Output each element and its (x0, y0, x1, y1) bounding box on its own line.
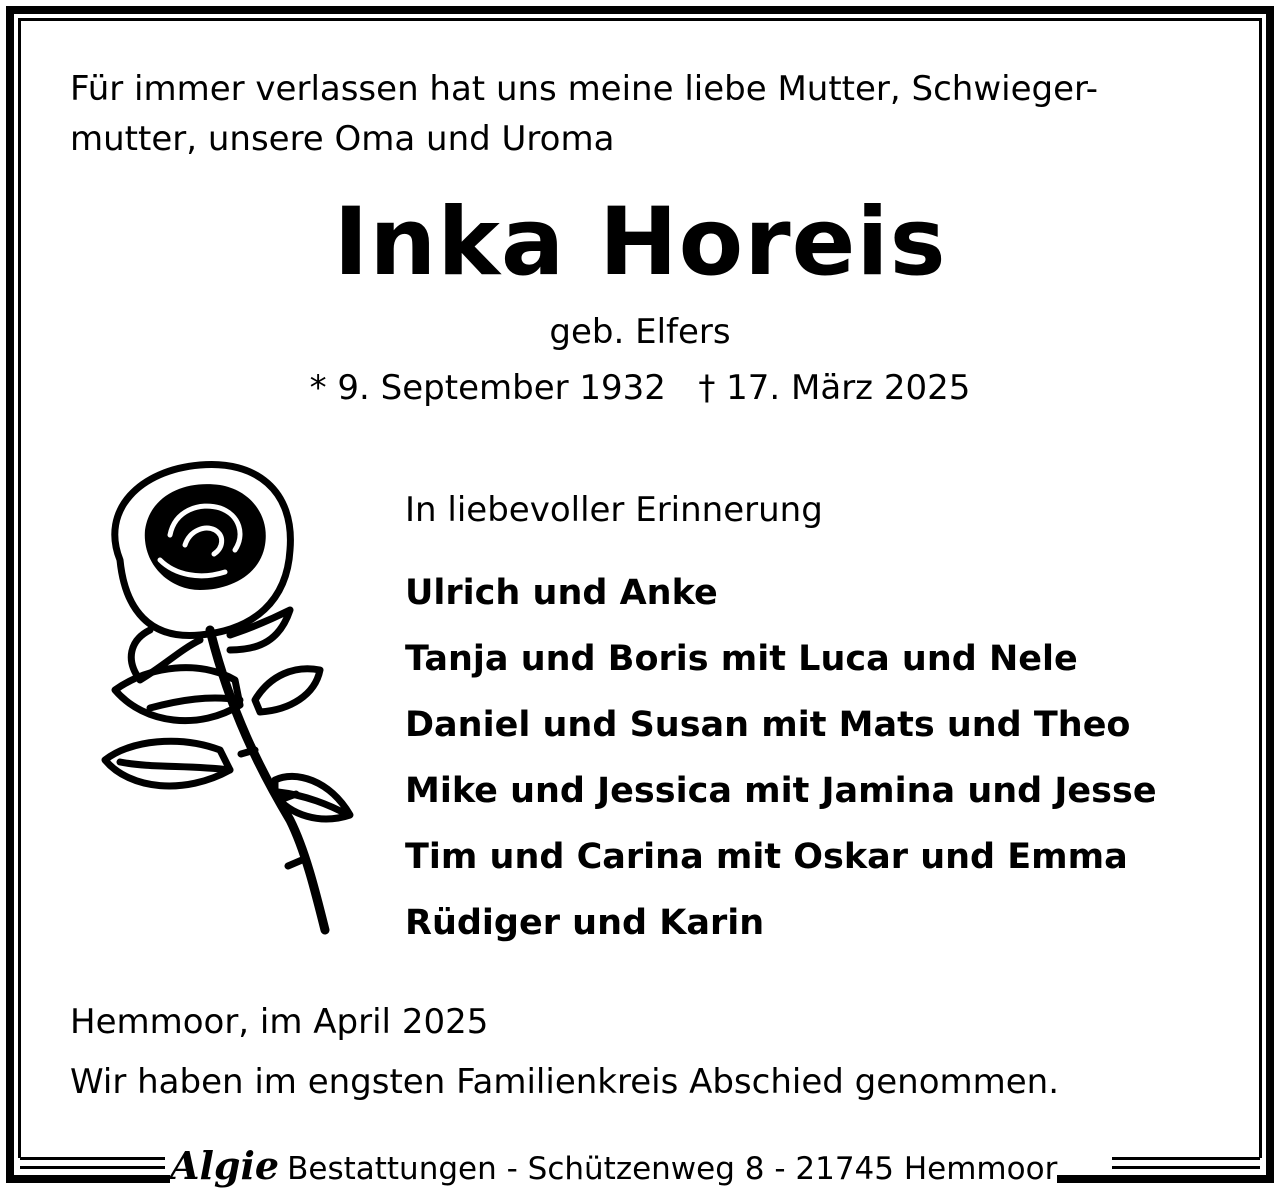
footer (0, 1143, 1280, 1188)
intro-line-1: Für immer verlassen hat uns meine liebe Mutter, Schwieger- (70, 69, 1099, 109)
place-date: Hemmoor, im April 2025 (70, 1002, 489, 1042)
deceased-name: Inka Horeis (333, 188, 947, 297)
intro-text (70, 64, 1220, 164)
list-item: Tim und Carina mit Oskar und Emma (405, 837, 1128, 877)
footer-rule-left (20, 1157, 165, 1169)
footer-text (170, 1143, 1057, 1188)
list-item: Tanja und Boris mit Luca und Nele (405, 639, 1078, 679)
list-item: Mike und Jessica mit Jamina und Jesse (405, 771, 1157, 811)
birth-name: geb. Elfers (549, 312, 731, 352)
rose-icon (90, 450, 380, 940)
footer-rule-right (1112, 1157, 1260, 1169)
funeral-home-logo: Algie (170, 1143, 280, 1188)
intro-line-2: mutter, unsere Oma und Uroma (70, 119, 615, 159)
funeral-home-address: Bestattungen - Schützenweg 8 - 21745 Hemmoor (287, 1151, 1058, 1187)
memory-heading: In liebevoller Erinnerung (405, 490, 823, 530)
list-item: Rüdiger und Karin (405, 903, 765, 943)
family-list (405, 560, 1157, 956)
list-item: Daniel und Susan mit Mats und Theo (405, 705, 1131, 745)
list-item: Ulrich und Anke (405, 573, 718, 613)
farewell-text: Wir haben im engsten Familienkreis Abschied genommen. (70, 1062, 1060, 1102)
life-dates: * 9. September 1932 † 17. März 2025 (309, 368, 971, 408)
